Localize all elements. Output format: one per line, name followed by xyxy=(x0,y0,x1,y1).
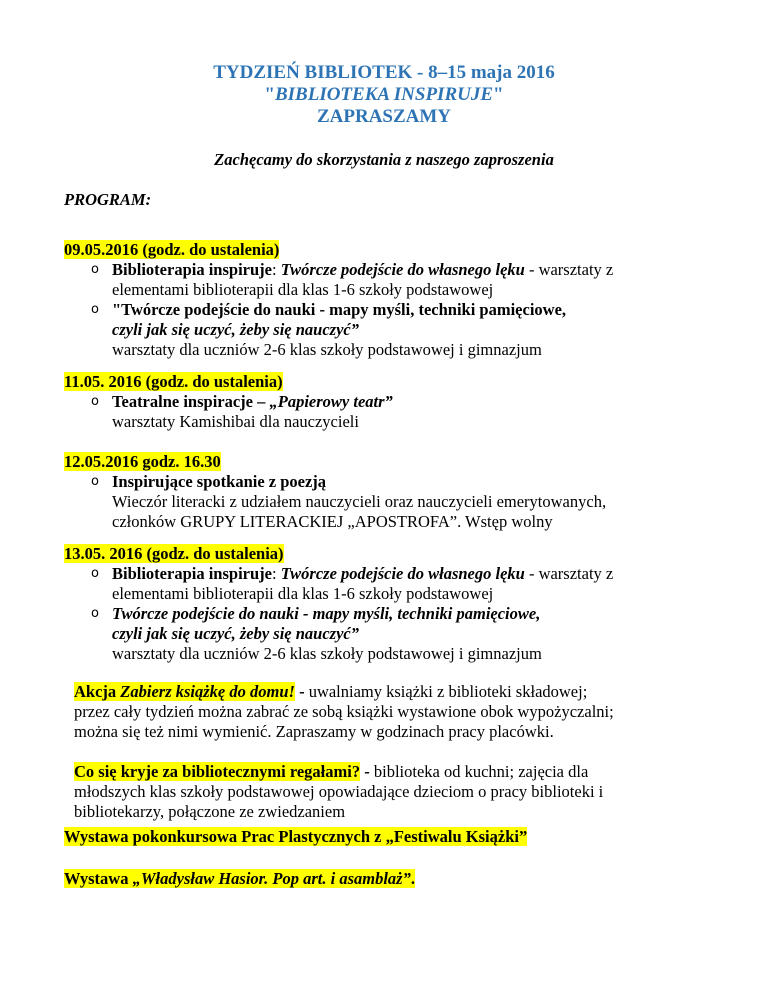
event-item-line: warsztaty dla uczniów 2-6 klas szkoły podstawowej i gimnazjum xyxy=(112,340,542,359)
regaly-line-3: bibliotekarzy, połączone ze zwiedzaniem xyxy=(74,802,346,821)
wystawa-2-title: Wystawa xyxy=(64,869,133,888)
bullet-icon: o xyxy=(91,262,99,277)
event-item-line: czyli jak się uczyć, żeby się nauczyć” xyxy=(112,320,359,339)
item-sep: : xyxy=(271,260,281,279)
bullet-icon: o xyxy=(91,474,99,489)
akcja-line-2: przez cały tydzień można zabrać ze sobą książki wystawione obok wypożyczalni; xyxy=(74,702,614,721)
item-desc: - warsztaty z xyxy=(524,260,614,279)
akcja-desc: uwalniamy książki z biblioteki składowej; xyxy=(308,682,588,701)
title-line-2 xyxy=(0,84,768,106)
bullet-icon: o xyxy=(91,302,99,317)
event-item-line: Twórcze podejście do nauki - mapy myśli, techniki pamięciowe, xyxy=(112,604,541,623)
event-item-line xyxy=(112,260,613,280)
title-quote-close: " xyxy=(493,84,504,105)
wystawa-2-highlight xyxy=(64,869,415,888)
date-highlight: 12.05.2016 godz. 16.30 xyxy=(64,452,221,471)
program-label: PROGRAM: xyxy=(64,190,152,209)
item-subtitle: „Papierowy teatr” xyxy=(269,392,393,411)
event-item-line: czyli jak się uczyć, żeby się nauczyć” xyxy=(112,624,359,643)
akcja-highlight xyxy=(74,682,295,701)
bullet-icon: o xyxy=(91,606,99,621)
regaly-line-2: młodszych klas szkoły podstawowej opowiadające dzieciom o pracy biblioteki i xyxy=(74,782,604,801)
event-item-line: warsztaty dla uczniów 2-6 klas szkoły podstawowej i gimnazjum xyxy=(112,644,542,663)
wystawa-2-end: . xyxy=(410,869,415,888)
item-subtitle: Twórcze podejście do własnego lęku xyxy=(280,564,525,583)
event-date xyxy=(64,372,283,392)
date-highlight: 13.05. 2016 (godz. do ustalenia) xyxy=(64,544,284,563)
title-line-3: ZAPRASZAMY xyxy=(316,106,452,127)
date-highlight: 11.05. 2016 (godz. do ustalenia) xyxy=(64,372,283,391)
item-title: Biblioterapia inspiruje xyxy=(112,564,272,583)
date-highlight: 09.05.2016 (godz. do ustalenia) xyxy=(64,240,280,259)
event-item-line: warsztaty Kamishibai dla nauczycieli xyxy=(112,412,359,431)
bullet-icon: o xyxy=(91,394,99,409)
item-title: "Twórcze podejście do nauki - mapy myśli, techniki pamięciowe, xyxy=(112,300,567,319)
item-title: Biblioterapia inspiruje xyxy=(112,260,272,279)
title-line-1: TYDZIEŃ BIBLIOTEK - 8–15 maja 2016 xyxy=(213,62,555,83)
akcja-subtitle: Zabierz książkę do domu! xyxy=(120,682,295,701)
event-item-line: członków GRUPY LITERACKIEJ „APOSTROFA”. Wstęp wolny xyxy=(112,512,553,531)
item-title: Teatralne inspiracje – xyxy=(112,392,270,411)
wystawa-2-subtitle: „Władysław Hasior. Pop art. i asamblaż” xyxy=(132,869,411,888)
event-item-line: elementami biblioterapii dla klas 1-6 szkoły podstawowej xyxy=(112,584,494,603)
wystawa-1-text: Wystawa pokonkursowa Prac Plastycznych z „Festiwalu Książki” xyxy=(64,827,528,846)
event-date xyxy=(64,544,284,564)
event-item-line: elementami biblioterapii dla klas 1-6 szkoły podstawowej xyxy=(112,280,494,299)
akcja-dash: - xyxy=(294,682,309,701)
regaly-title: Co się kryje za bibliotecznymi regałami? xyxy=(74,762,361,781)
regaly-dash: - xyxy=(360,762,374,781)
title-quote-open: " xyxy=(264,84,275,105)
event-item-line xyxy=(112,300,566,320)
event-date xyxy=(64,240,279,260)
event-item-line: Wieczór literacki z udziałem nauczycieli oraz nauczycieli emerytowanych, xyxy=(112,492,607,511)
event-item-line: Inspirujące spotkanie z poezją xyxy=(112,472,327,491)
intro-text: Zachęcamy do skorzystania z naszego zaproszenia xyxy=(214,150,554,169)
title-italic: BIBLIOTEKA INSPIRUJE xyxy=(274,84,494,105)
regaly-line-1 xyxy=(74,762,588,782)
akcja-title: Akcja xyxy=(74,682,121,701)
item-desc: - warsztaty z xyxy=(524,564,614,583)
bullet-icon: o xyxy=(91,566,99,581)
event-item-line xyxy=(112,392,393,412)
item-sep: : xyxy=(271,564,281,583)
wystawa-2 xyxy=(64,869,415,889)
event-item-line xyxy=(112,564,613,584)
wystawa-1 xyxy=(64,827,527,847)
regaly-desc: biblioteka od kuchni; zajęcia dla xyxy=(373,762,589,781)
event-date xyxy=(64,452,221,472)
akcja-line-1 xyxy=(74,682,587,702)
akcja-line-3: można się też nimi wymienić. Zapraszamy w godzinach pracy placówki. xyxy=(74,722,554,741)
item-subtitle: Twórcze podejście do własnego lęku xyxy=(280,260,525,279)
